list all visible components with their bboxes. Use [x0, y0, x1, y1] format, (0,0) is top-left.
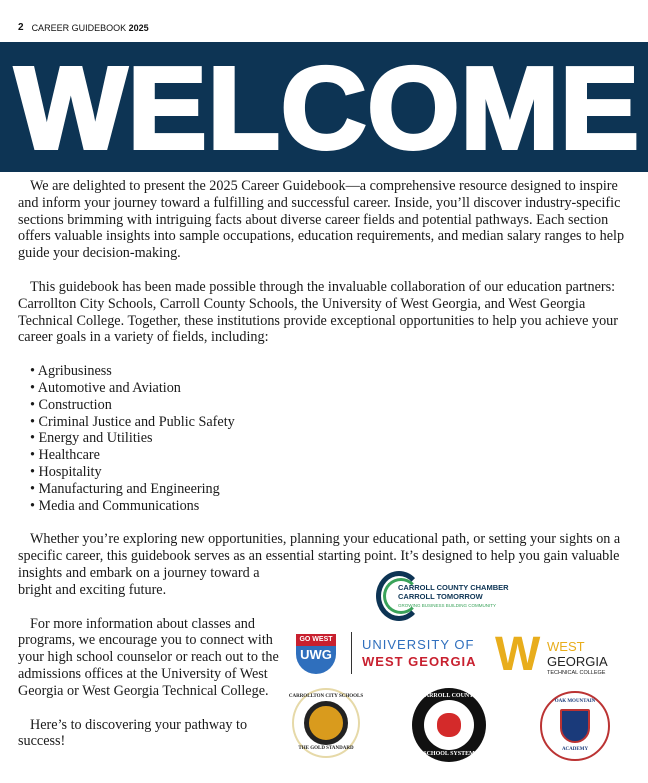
intro-paragraph: We are delighted to present the 2025 Career Guidebook—a comprehensive resource designed to inspire and inform your journey toward a fulfilling and successful career. Inside, you’ll discover industry-specific sections brimming with intriguing facts about diverse career fields and potential pathways. Each section offers valuable insights into sample occupations, education requirements, and median salary ranges to help guide your decision-making.: [18, 178, 625, 262]
apple-icon: [437, 713, 461, 737]
career-fields-list: [18, 363, 630, 514]
seal-text: SCHOOL SYSTEM: [423, 751, 475, 758]
carrollton-city-schools-seal: [288, 688, 364, 758]
seal-text: ACADEMY: [561, 747, 589, 753]
list-item: • Automotive and Aviation: [30, 380, 630, 397]
list-item: • Media and Communications: [30, 498, 630, 515]
seal-text: OAK MOUNTAIN: [554, 699, 596, 705]
signoff-paragraph: Here’s to discovering your pathway to success!: [18, 716, 248, 750]
uwg-line1: UNIVERSITY OF: [362, 637, 475, 653]
wgtc-line1: WEST: [547, 639, 585, 655]
contact-paragraph: For more information about classes and programs, we encourage you to connect with your high school counselor or reach out to the admissions offices at the University of West Georgia or West Georgia Technical College.: [18, 615, 279, 699]
list-item: • Agribusiness: [30, 363, 630, 380]
uwg-line2: WEST GEORGIA: [362, 654, 477, 670]
seal-motto: THE GOLD STANDARD: [298, 746, 354, 752]
publication-year: 2025: [128, 22, 149, 33]
list-item: • Construction: [30, 397, 630, 414]
shield-icon: [560, 709, 590, 743]
list-item: • Criminal Justice and Public Safety: [30, 414, 630, 431]
partners-paragraph: This guidebook has been made possible through the invaluable collaboration of our education partners: Carrollton City Schools, Carroll County Schools, the University of West Georgia, and West Georgia Technical College. Together, these institutions provide exceptional opportunities to help you achieve your career goals in a variety of fields, including:: [18, 278, 618, 346]
carroll-county-schools-seal: [412, 688, 486, 762]
article-body: [18, 178, 630, 767]
wgtc-w-icon: W: [495, 628, 541, 682]
wgtc-logo: [495, 626, 625, 686]
publication-name: CAREER GUIDEBOOK: [31, 22, 127, 33]
page-number: 2: [18, 22, 24, 33]
go-west-label: GO WEST: [296, 634, 336, 646]
seal-text: CARROLL COUNTY: [420, 693, 478, 700]
list-item: • Healthcare: [30, 447, 630, 464]
wgtc-line2: GEORGIA: [547, 654, 608, 670]
list-item: • Hospitality: [30, 464, 630, 481]
list-item: • Manufacturing and Engineering: [30, 481, 630, 498]
uwg-logo: [296, 632, 481, 676]
trojan-helmet-icon: [304, 701, 348, 745]
uwg-badge: UWG: [300, 647, 332, 663]
carroll-chamber-logo: [376, 571, 521, 621]
chamber-tagline: GROWING BUSINESS BUILDING COMMUNITY: [398, 603, 497, 609]
chamber-name: CARROLL COUNTY CHAMBER: [398, 583, 509, 593]
welcome-banner: [0, 42, 648, 172]
oak-mountain-academy-seal: [540, 691, 610, 761]
running-header: [18, 22, 149, 33]
page-title: WELCOME: [15, 43, 640, 172]
uwg-shield-icon: [296, 634, 336, 674]
chamber-subname: CARROLL TOMORROW: [398, 592, 483, 602]
seal-text: CARROLLTON CITY SCHOOLS: [288, 694, 364, 700]
list-item: • Energy and Utilities: [30, 430, 630, 447]
partner-logos: [290, 565, 630, 765]
closing-paragraph: Whether you’re exploring new opportunities, planning your educational path, or setting your sights on a specific career, this guidebook serves as an essential starting point. It’s designed to help you gain valuable insights and embark on a journey toward a bright and exciting future.: [18, 531, 621, 598]
wgtc-line3: TECHNICAL COLLEGE: [547, 670, 606, 677]
